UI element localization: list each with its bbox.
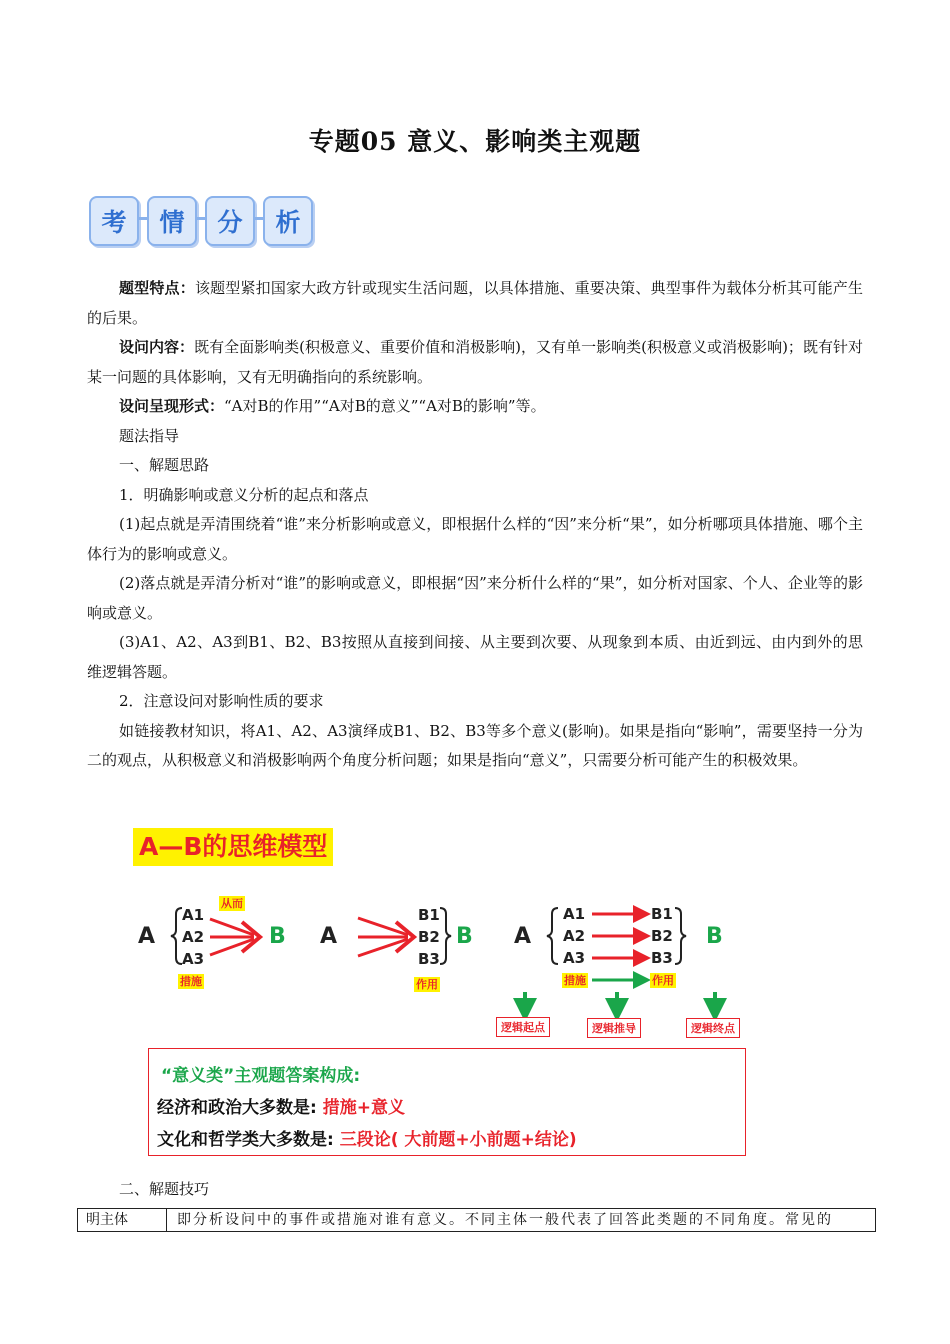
model1-a3: A3 [182,950,205,968]
paragraph-text: 该题型紧扣国家大政方针或现实生活问题，以具体措施、重要决策、典型事件为载体分析其可能产生的后果。 [87,279,863,327]
model2-b3: B3 [418,950,440,968]
step-derive: 逻辑推导 [587,1018,641,1038]
arrows-model-1 [210,919,260,955]
paragraph [87,274,863,333]
model1-b: B [269,924,286,949]
tag-thus: 从而 [221,897,243,910]
answer-line-1-value: 措施+意义 [322,1098,405,1118]
model1-a2: A2 [182,928,205,946]
answer-line-2 [157,1125,577,1150]
heading-method: 题法指导 [119,426,180,445]
page-title: 专题05 意义、影响类主观题 [308,127,642,156]
brace-right-2 [440,908,451,964]
brace-left-1 [171,908,182,964]
model2-b: B [456,924,473,949]
model3-b3: B3 [651,949,673,967]
model3-a2: A2 [563,927,586,945]
brace-left-3 [547,908,558,964]
answer-line-2-label: 文化和哲学类大多数是: [157,1130,334,1150]
paragraph: (1)起点就是弄清围绕着“谁”来分析影响或意义，即根据什么样的“因”来分析“果”，如分析哪项具体措施、哪个主体行为的影响或意义。 [87,515,863,563]
model3-a3: A3 [563,949,586,967]
step-start: 逻辑起点 [496,1017,550,1037]
paragraph: (3)A1、A2、A3到B1、B2、B3按照从直接到间接、从主要到次要、从现象到本质、由近到远、由内到外的思维逻辑答题。 [87,633,863,681]
tag-measure-3: 措施 [564,974,586,987]
badge-xi: 析 [263,196,313,246]
tag-effect-3: 作用 [652,974,674,987]
paragraph-text: 既有全面影响类(积极意义、重要价值和消极影响)，又有单一影响类(积极意义或消极影响)；既有针对某一问题的具体影响，又有无明确指向的系统影响。 [87,338,863,386]
paragraph-text: “A对B的作用”“A对B的意义”“A对B的影响”等。 [224,397,546,415]
paragraph-label: 设问呈现形式： [119,397,225,415]
model2-b2: B2 [418,928,440,946]
table-row-text: 即分析设问中的事件或措施对谁有意义。不同主体一般代表了回答此类题的不同角度。常见的 [177,1212,833,1228]
model3-a: A [514,924,532,949]
brace-right-3 [675,908,686,964]
model1-a: A [138,924,156,949]
section-badges [89,196,315,246]
badge-kao: 考 [89,196,139,246]
tag-measure-1: 措施 [180,975,202,988]
step-end: 逻辑终点 [686,1018,740,1038]
answer-heading: “意义类”主观题答案构成: [161,1066,361,1086]
answer-line-1 [157,1093,405,1118]
paragraph: (2)落点就是弄清分析对“谁”的影响或意义，即根据“因”来分析什么样的“果”，如分析对国家、个人、企业等的影响或意义。 [87,574,863,622]
table-row-label: 明主体 [78,1209,167,1231]
paragraph [87,392,863,422]
model3-b: B [706,924,723,949]
model3-b2: B2 [651,927,673,945]
paragraph-label: 题型特点： [119,279,195,297]
paragraph-label: 设问内容： [119,338,195,356]
body-text [87,274,863,776]
model3-a1: A1 [563,905,586,923]
tips-table [77,1208,876,1232]
model3-b1: B1 [651,905,673,923]
heading-approach: 一、解题思路 [119,456,210,474]
badge-fen: 分 [205,196,255,246]
answer-line-2-value: 三段论( 大前题+小前题+结论) [339,1130,577,1150]
section-2-heading: 二、解题技巧 [119,1180,210,1198]
model2-b1: B1 [418,906,440,924]
arrows-model-2 [358,918,414,956]
answer-line-1-label: 经济和政治大多数是: [157,1098,317,1118]
diagram-title: A—B的思维模型 [133,828,333,866]
paragraph [87,333,863,392]
heading-point-2: 2．注意设问对影响性质的要求 [119,692,324,710]
model2-a: A [320,924,338,949]
paragraph: 如链接教材知识，将A1、A2、A3演绎成B1、B2、B3等多个意义(影响)。如果是指向“影响”，需要坚持一分为二的观点，从积极意义和消极影响两个角度分析问题；如果是指向“意义”，只需要分析可能产生的积极效果。 [87,721,863,769]
answer-structure-box [148,1048,746,1156]
badge-qing: 情 [147,196,197,246]
thinking-model-diagram [130,822,755,1162]
tag-effect-2: 作用 [416,978,438,991]
heading-point-1: 1．明确影响或意义分析的起点和落点 [119,485,369,504]
model1-a1: A1 [182,906,205,924]
